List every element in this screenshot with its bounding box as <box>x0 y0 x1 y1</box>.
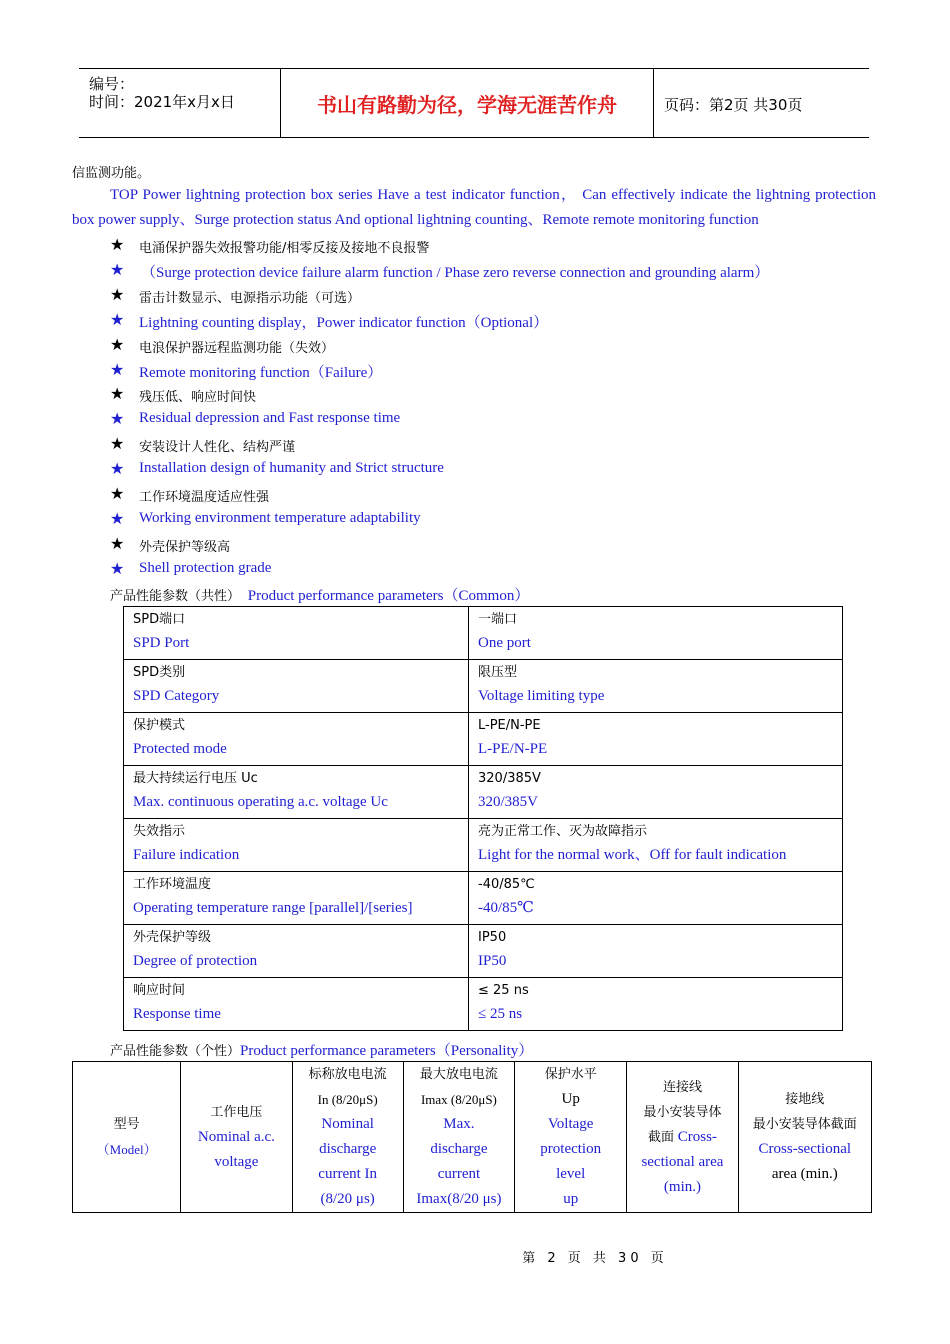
star-bullet-icon: ★ <box>110 361 125 379</box>
param-name-zh: SPD类别 <box>133 665 186 680</box>
param-name-en: Max. continuous operating a.c. voltage Uc <box>133 794 388 810</box>
column-header-cell <box>403 1062 514 1213</box>
param-value-cell <box>469 660 843 713</box>
document-date-label: 时间：2021年x月x日 <box>89 93 235 111</box>
personality-params-heading <box>110 1039 533 1060</box>
common-params-heading <box>110 584 529 605</box>
feature-en-text: Working environment temperature adaptability <box>139 509 421 526</box>
param-name-zh: 响应时间 <box>133 983 186 998</box>
param-value-cell <box>469 713 843 766</box>
param-value-zh: 亮为正常工作、灭为故障指示 <box>478 824 648 839</box>
param-value-zh: IP50 <box>478 930 507 945</box>
param-name-zh: 外壳保护等级 <box>133 930 212 945</box>
column-header-line: 截面 Cross- <box>647 1128 717 1145</box>
feature-zh-text: 电浪保护器远程监测功能（失效） <box>139 340 335 356</box>
common-heading-en: Product performance parameters（Common） <box>247 588 530 604</box>
column-header-line: Max. <box>443 1116 475 1132</box>
column-header-line: In (8/20μS) <box>317 1092 378 1107</box>
personality-params-table <box>72 1061 872 1213</box>
param-name-cell <box>124 978 469 1031</box>
column-header-cell <box>627 1062 738 1213</box>
page-header <box>79 68 869 138</box>
feature-zh-text: 工作环境温度适应性强 <box>139 490 270 505</box>
param-value-en: Light for the normal work、Off for fault indication <box>478 847 787 863</box>
feature-zh-text: 残压低、响应时间快 <box>139 390 257 406</box>
param-value-en: IP50 <box>478 953 507 969</box>
column-header-line: discharge <box>430 1141 488 1157</box>
page-footer: 第 2 页 共 30 页 <box>522 1251 668 1266</box>
column-header-line: protection <box>540 1141 602 1157</box>
column-header-line: 最小安装导体 <box>643 1104 722 1120</box>
star-bullet-icon: ★ <box>110 535 125 553</box>
param-value-en: ≤ 25 ns <box>478 1006 523 1022</box>
star-bullet-icon: ★ <box>110 286 125 304</box>
column-header-cell <box>292 1062 403 1213</box>
column-header-line: (8/20 μs) <box>320 1191 375 1207</box>
feature-en-text: Residual depression and Fast response time <box>139 410 401 427</box>
column-header-line: 最小安装导体截面 <box>752 1117 857 1132</box>
table-row <box>124 766 843 819</box>
feature-zh-text: 安装设计人性化、结构严谨 <box>139 440 296 456</box>
param-name-zh: 失效指示 <box>133 824 186 839</box>
star-bullet-icon: ★ <box>110 486 125 503</box>
column-header-line: （Model） <box>96 1142 157 1157</box>
param-value-cell <box>469 607 843 660</box>
column-header-cell <box>181 1062 292 1213</box>
column-header-cell <box>73 1062 181 1213</box>
feature-en-text: Lightning counting display，Power indicator function（Optional） <box>139 314 549 331</box>
personality-heading-zh: 产品性能参数（个性） <box>110 1044 241 1059</box>
table-row <box>124 872 843 925</box>
star-bullet-icon: ★ <box>110 560 125 578</box>
column-header-line: 最大放电电流 <box>419 1067 498 1082</box>
column-header-line: voltage <box>214 1153 259 1170</box>
feature-zh-text: 外壳保护等级高 <box>139 539 231 555</box>
common-params-table <box>123 606 843 1031</box>
intro-zh-tail: 信监测功能。 <box>72 166 151 181</box>
column-header-line: level <box>556 1166 586 1182</box>
param-value-cell <box>469 819 843 872</box>
feature-en-text: Remote monitoring function（Failure） <box>139 364 383 381</box>
param-value-zh: ≤ 25 ns <box>478 983 529 998</box>
param-value-en: Voltage limiting type <box>478 688 605 704</box>
param-value-cell <box>469 872 843 925</box>
table-row <box>124 607 843 660</box>
param-name-cell <box>124 925 469 978</box>
column-header-line: sectional area <box>641 1153 724 1170</box>
param-value-en: 320/385V <box>478 794 538 810</box>
param-value-en: One port <box>478 635 531 651</box>
header-right-cell <box>654 69 869 137</box>
feature-zh-text: 雷击计数显示、电源指示功能（可选） <box>139 290 361 306</box>
param-name-zh: 最大持续运行电压 Uc <box>133 771 258 786</box>
feature-en-text: Shell protection grade <box>139 559 272 576</box>
param-value-zh: L-PE/N-PE <box>478 718 541 733</box>
column-header-line: current <box>437 1166 481 1182</box>
personality-header-row <box>73 1062 872 1213</box>
column-header-line: 连接线 <box>662 1079 702 1095</box>
param-name-en: Degree of protection <box>133 953 258 969</box>
table-row <box>124 925 843 978</box>
column-header-line: current In <box>318 1166 378 1182</box>
document-number-label: 编号： <box>89 75 135 93</box>
param-value-en: L-PE/N-PE <box>478 741 548 757</box>
header-motto: 书山有路勤为径，学海无涯苦作舟 <box>317 93 617 117</box>
table-row <box>124 660 843 713</box>
param-name-cell <box>124 872 469 925</box>
column-header-line: 标称放电电流 <box>308 1067 387 1082</box>
param-name-cell <box>124 713 469 766</box>
column-header-line: 保护水平 <box>544 1067 597 1082</box>
column-header-line: discharge <box>319 1141 377 1157</box>
param-name-en: SPD Port <box>133 635 190 651</box>
star-bullet-icon: ★ <box>110 411 125 429</box>
intro-en-paragraph: TOP Power lightning protection box series Have a test indicator function， Can effectively indicate the lightning protection box power supply、Surge protection status And optional lightning counting、Remote remote monitoring function <box>72 187 876 228</box>
column-header-line: area (min.) <box>771 1166 838 1182</box>
param-name-zh: 保护模式 <box>133 718 186 733</box>
column-header-line: 型号 <box>113 1117 140 1132</box>
param-value-cell <box>469 925 843 978</box>
star-bullet-icon: ★ <box>110 510 125 528</box>
star-bullet-icon: ★ <box>110 261 125 279</box>
column-header-line: Nominal a.c. <box>197 1128 275 1145</box>
table-row <box>124 713 843 766</box>
star-bullet-icon: ★ <box>110 436 125 454</box>
column-header-line: (min.) <box>663 1178 701 1195</box>
column-header-line: Up <box>561 1091 580 1107</box>
table-row <box>124 978 843 1031</box>
header-left-cell <box>79 69 281 137</box>
param-value-zh: 320/385V <box>478 771 541 786</box>
column-header-line: 接地线 <box>785 1092 825 1107</box>
param-name-cell <box>124 607 469 660</box>
column-header-line: Imax(8/20 μs) <box>416 1191 502 1207</box>
param-value-cell <box>469 766 843 819</box>
column-header-cell <box>738 1062 871 1213</box>
table-row <box>124 819 843 872</box>
param-name-zh: SPD端口 <box>133 612 186 627</box>
header-motto-cell <box>281 69 654 137</box>
star-bullet-icon: ★ <box>110 461 125 479</box>
param-name-en: Operating temperature range [parallel]/[series] <box>133 900 413 916</box>
param-name-cell <box>124 819 469 872</box>
star-bullet-icon: ★ <box>110 386 125 404</box>
star-bullet-icon: ★ <box>110 336 125 354</box>
feature-en-text: （Surge protection device failure alarm function / Phase zero reverse connection and grounding alarm） <box>141 264 770 281</box>
param-name-en: Protected mode <box>133 741 227 757</box>
star-bullet-icon: ★ <box>110 311 125 329</box>
column-header-line: Cross-sectional <box>758 1141 852 1157</box>
param-name-cell <box>124 660 469 713</box>
param-name-en: Failure indication <box>133 847 240 863</box>
star-bullet-icon: ★ <box>110 237 125 254</box>
column-header-cell <box>515 1062 627 1213</box>
param-value-zh: 一端口 <box>478 612 518 627</box>
column-header-line: up <box>563 1191 579 1207</box>
param-value-en: -40/85℃ <box>478 900 534 916</box>
param-value-zh: 限压型 <box>478 665 518 680</box>
common-heading-zh: 产品性能参数（共性） <box>110 589 241 604</box>
param-name-en: SPD Category <box>133 688 220 704</box>
param-name-zh: 工作环境温度 <box>133 877 212 892</box>
param-name-cell <box>124 766 469 819</box>
feature-zh-text: 电涌保护器失效报警功能/相零反接及接地不良报警 <box>139 241 430 256</box>
column-header-line: 工作电压 <box>210 1104 263 1120</box>
personality-heading-en: Product performance parameters（Personality） <box>240 1043 534 1059</box>
param-name-en: Response time <box>133 1006 221 1022</box>
header-page-label: 页码：第2页 共30页 <box>664 96 803 114</box>
column-header-line: Imax (8/20μS) <box>420 1092 497 1107</box>
column-header-line: Nominal <box>321 1116 374 1132</box>
param-value-cell <box>469 978 843 1031</box>
column-header-line: Voltage <box>547 1116 594 1132</box>
param-value-zh: -40/85℃ <box>478 877 535 892</box>
feature-en-text: Installation design of humanity and Strict structure <box>139 460 444 477</box>
